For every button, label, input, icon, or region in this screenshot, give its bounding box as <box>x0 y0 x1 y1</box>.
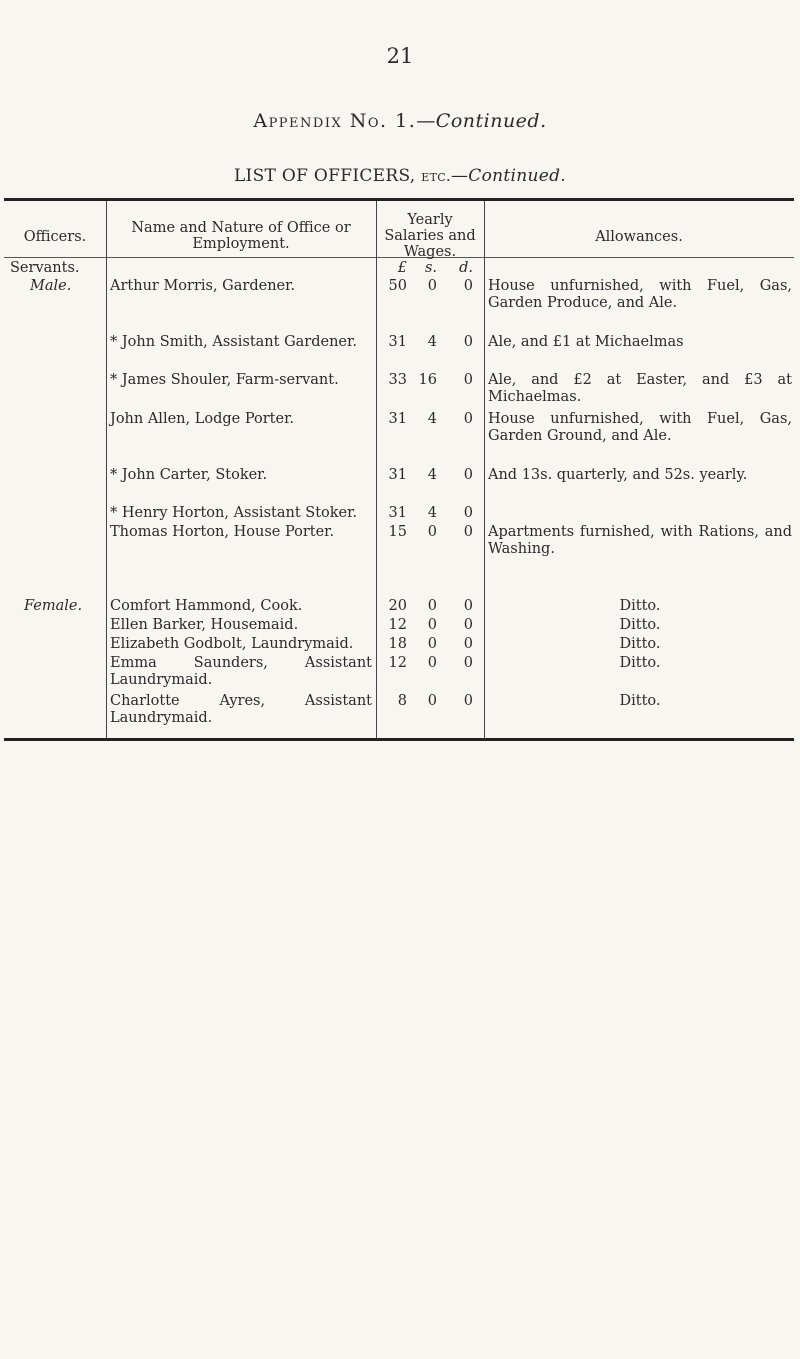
column-divider <box>484 201 485 738</box>
salary-pence: 0 <box>463 636 473 652</box>
salary-shillings: 0 <box>427 598 437 614</box>
salary-pounds: 15 <box>388 524 407 540</box>
appendix-continued: Continued. <box>435 110 547 132</box>
list-title-continued: —Continued. <box>451 166 567 186</box>
salary-pence: 0 <box>463 372 473 388</box>
salary-shillings: 4 <box>427 411 437 427</box>
employee-name: * Henry Horton, Assistant Stoker. <box>110 505 358 521</box>
salary-pounds: 33 <box>388 372 407 388</box>
appendix-dash: — <box>416 110 436 132</box>
unit-pence: d. <box>459 260 473 276</box>
salary-pounds: 50 <box>388 278 407 294</box>
salary-pence: 0 <box>463 278 473 294</box>
salary-shillings: 0 <box>427 693 437 709</box>
header-salary: Yearly Salaries and Wages. <box>384 212 476 260</box>
salary-pounds: 31 <box>388 334 407 350</box>
salary-pence: 0 <box>463 655 473 671</box>
employee-name: * James Shouler, Farm-servant. <box>110 372 339 388</box>
salary-pence: 0 <box>463 617 473 633</box>
allowance: Ditto. <box>619 636 661 652</box>
salary-pounds: 31 <box>388 505 407 521</box>
allowance: House unfurnished, with Fuel, Gas, Garden Ground, and Ale. <box>488 411 792 444</box>
header-name: Name and Nature of Office or Employment. <box>131 220 351 252</box>
group-female: Female. <box>24 598 83 614</box>
employee-name: Ellen Barker, Housemaid. <box>110 617 299 633</box>
list-title-etc: etc. <box>421 167 451 185</box>
employee-name: Charlotte Ayres, Assistant Laundrymaid. <box>110 693 372 726</box>
salary-pence: 0 <box>463 411 473 427</box>
allowance: House unfurnished, with Fuel, Gas, Garden Produce, and Ale. <box>488 278 792 311</box>
appendix-heading <box>0 110 800 132</box>
salary-pounds: 12 <box>388 655 407 671</box>
salary-pence: 0 <box>463 524 473 540</box>
salary-pence: 0 <box>463 467 473 483</box>
column-divider <box>376 201 377 738</box>
employee-name: Elizabeth Godbolt, Laundrymaid. <box>110 636 354 652</box>
employee-name: Emma Saunders, Assistant Laundrymaid. <box>110 655 372 688</box>
employee-name: * John Smith, Assistant Gardener. <box>110 334 357 350</box>
salary-shillings: 0 <box>427 636 437 652</box>
header-officers: Officers. <box>23 229 87 245</box>
salary-pounds: 8 <box>397 693 407 709</box>
table-top-rule <box>4 198 794 201</box>
group-male: Male. <box>30 278 72 294</box>
allowance: Ditto. <box>619 598 661 614</box>
salary-shillings: 0 <box>427 524 437 540</box>
salary-pounds: 31 <box>388 411 407 427</box>
appendix-label: Appendix No. 1. <box>253 110 417 132</box>
salary-shillings: 16 <box>418 372 437 388</box>
list-title-main: LIST OF OFFICERS, <box>233 166 416 186</box>
employee-name: Arthur Morris, Gardener. <box>110 278 296 294</box>
salary-shillings: 4 <box>427 505 437 521</box>
salary-pounds: 18 <box>388 636 407 652</box>
salary-pounds: 20 <box>388 598 407 614</box>
salary-shillings: 0 <box>427 655 437 671</box>
page-number: 21 <box>386 44 414 68</box>
salary-shillings: 0 <box>427 278 437 294</box>
salary-shillings: 4 <box>427 334 437 350</box>
unit-pounds: £ <box>397 260 407 276</box>
allowance: Ditto. <box>619 655 661 671</box>
employee-name: Comfort Hammond, Cook. <box>110 598 303 614</box>
salary-shillings: 4 <box>427 467 437 483</box>
header-allowances: Allowances. <box>595 229 683 245</box>
salary-shillings: 0 <box>427 617 437 633</box>
allowance: And 13s. quarterly, and 52s. yearly. <box>488 467 748 483</box>
table-bottom-rule <box>4 738 794 741</box>
salary-pence: 0 <box>463 505 473 521</box>
unit-shillings: s. <box>424 260 437 276</box>
employee-name: Thomas Horton, House Porter. <box>110 524 335 540</box>
salary-pence: 0 <box>463 693 473 709</box>
allowance: Ale, and £2 at Easter, and £3 at Michaelmas. <box>488 372 792 405</box>
employee-name: John Allen, Lodge Porter. <box>110 411 295 427</box>
allowance: Ditto. <box>619 617 661 633</box>
allowance: Apartments furnished, with Rations, and Washing. <box>488 524 792 557</box>
list-title <box>0 166 800 186</box>
allowance: Ale, and £1 at Michaelmas <box>488 334 684 350</box>
employee-name: * John Carter, Stoker. <box>110 467 268 483</box>
column-divider <box>106 201 107 738</box>
allowance: Ditto. <box>619 693 661 709</box>
group-servants: Servants. <box>10 260 80 276</box>
salary-pence: 0 <box>463 334 473 350</box>
salary-pence: 0 <box>463 598 473 614</box>
salary-pounds: 12 <box>388 617 407 633</box>
salary-pounds: 31 <box>388 467 407 483</box>
